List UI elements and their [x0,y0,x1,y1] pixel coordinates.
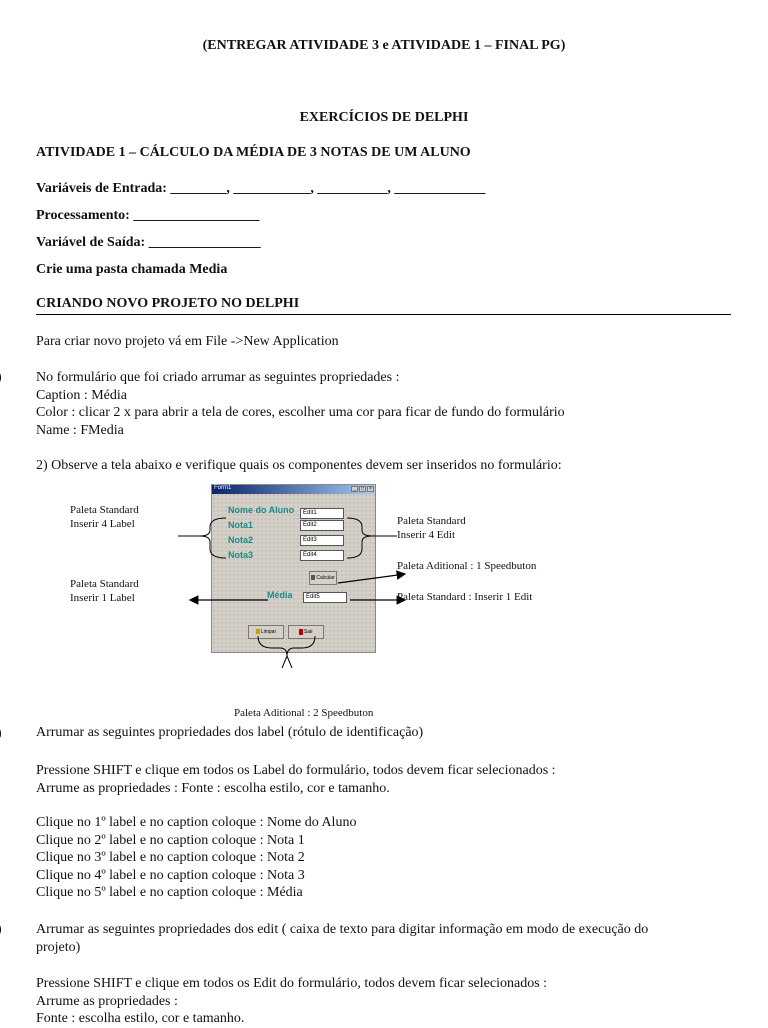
input-variables-line: Variáveis de Entrada: ________, ___________, __________, _____________ [36,181,486,196]
step1-line: No formulário que foi criado arrumar as seguintes propriedades : [36,370,400,385]
annotation-right-top: Paleta Standard Inserir 4 Edit [397,515,466,541]
page-title: EXERCÍCIOS DE DELPHI [299,110,469,125]
caption-instruction: Clique no 1º label e no caption coloque : Nome do Aluno [36,815,357,830]
close-icon: × [367,486,374,492]
form-clear-button: Limpar [248,625,284,639]
form-edit2: Edit2 [300,520,344,531]
folder-instruction: Crie uma pasta chamada Media [36,262,228,277]
step4-select-block: Pressione SHIFT e clique em todos os Edit do formulário, todos devem ficar selecionados : Arrume as propriedades : Fonte : escolha estilo, cor e tamanho. [36,976,548,1026]
processing-line: Processamento: __________________ [36,208,260,223]
step1-line: Name : FMedia [36,422,124,438]
step4-heading: Arrumar as seguintes propriedades dos edit ( caixa de texto para digitar informação em modo de execução do projeto) [36,922,649,955]
step3-select-block: Pressione SHIFT e clique em todos os Label do formulário, todos devem ficar selecionados : Arrume as propriedades : Fonte : escolha estilo, cor e tamanho. [36,763,556,796]
step3-captions [36,814,356,902]
form-edit3: Edit3 [300,535,344,546]
activity-title: ATIVIDADE 1 – CÁLCULO DA MÉDIA DE 3 NOTAS DE UM ALUNO [36,145,471,160]
form-label-nota1: Nota1 [228,520,254,530]
caption-instruction: Clique no 2º label e no caption coloque : Nota 1 [36,832,305,848]
intro-text: Para criar novo projeto vá em File ->New Application [36,334,339,349]
maximize-icon: □ [360,486,365,492]
form-calc-button: Calcular [309,571,337,585]
form-title: Form1 [214,485,232,491]
annotation-right-bottom: Paleta Standard : Inserir 1 Edit [397,591,533,603]
form-exit-button: Sair [288,625,324,639]
annotation-right-mid: Paleta Aditional : 1 Speedbuton [397,560,537,572]
form-label-media: Média [267,590,293,600]
output-variable-line: Variável de Saída: ________________ [36,235,261,250]
form-edit5: Edit5 [303,592,347,603]
step3-number [0,726,2,742]
step2-text: 2) Observe a tela abaixo e verifique quais os componentes devem ser inseridos no formulário: [36,458,562,473]
minimize-icon: _ [351,486,358,492]
form-edit4: Edit4 [300,550,344,561]
form-label-nota2: Nota2 [228,535,254,545]
annotation-bottom: Paleta Aditional : 2 Speedbuton [234,707,374,719]
step1-line: Caption : Média [36,387,127,403]
step4-number [0,922,2,938]
caption-instruction: Clique no 3º label e no caption coloque : Nota 2 [36,850,305,865]
form-label-nome: Nome do Aluno [228,505,295,515]
annotation-left-bottom: Paleta Standard Inserir 1 Label [70,578,139,604]
step3-heading: Arrumar as seguintes propriedades dos label (rótulo de identificação) [36,725,424,740]
section-heading: CRIANDO NOVO PROJETO NO DELPHI [36,296,300,311]
form-edit1: Edit1 [300,508,344,519]
caption-instruction: Clique no 4º label e no caption coloque : Nota 3 [36,867,305,883]
header-note: (ENTREGAR ATIVIDADE 3 e ATIVIDADE 1 – FINAL PG) [202,38,566,53]
annotation-left-top: Paleta Standard Inserir 4 Label [70,504,139,530]
step1-line: Color : clicar 2 x para abrir a tela de cores, escolher uma cor para ficar de fundo do formulário [36,405,565,420]
form-label-nota3: Nota3 [228,550,254,560]
caption-instruction: Clique no 5º label e no caption coloque : Média [36,885,303,900]
